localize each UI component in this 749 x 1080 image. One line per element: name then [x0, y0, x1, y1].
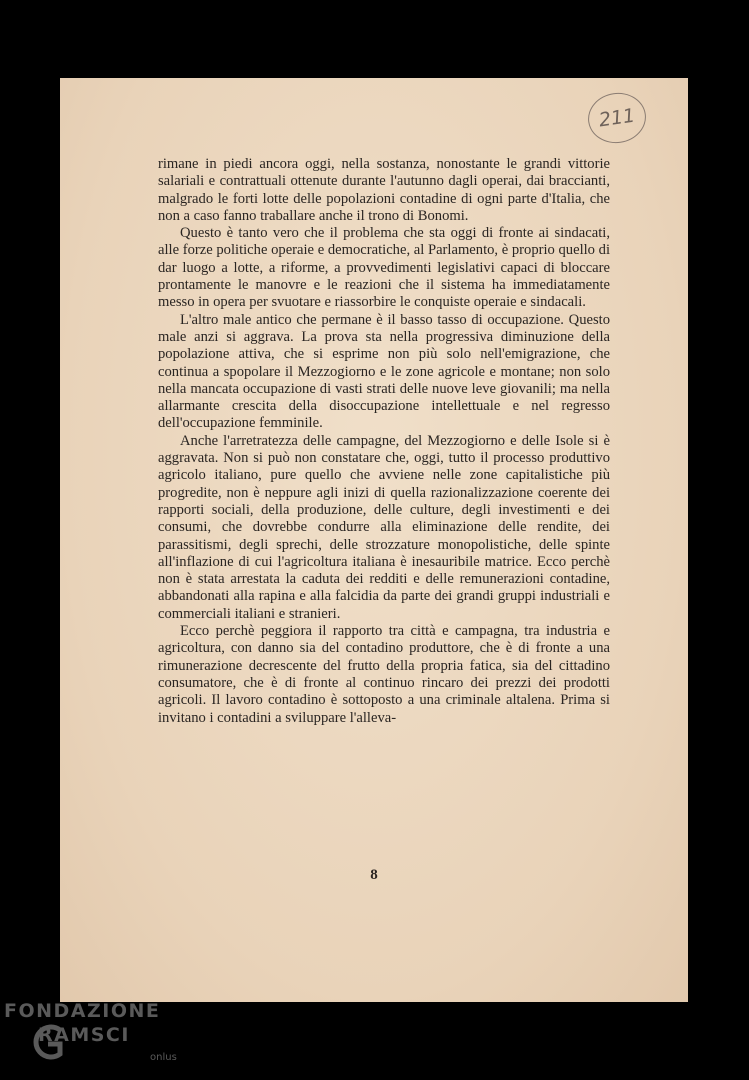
fondazione-gramsci-watermark [4, 1000, 194, 1080]
paragraph: Ecco perchè peggiora il rapporto tra città e campagna, tra industria e agricoltura, con danno sia del contadino produttore, che è di fronte a una rimunerazione decrescente del frutto della propria fatica, sia del cittadino consumatore, che è di fronte al continuo rincaro dei prezzi dei prodotti agricoli. Il lavoro contadino è sottoposto a una criminale altalena. Prima si invitano i contadini a sviluppare l'alleva- [158, 623, 610, 726]
document-page [60, 78, 688, 1002]
body-text [158, 156, 610, 727]
paragraph: Anche l'arretratezza delle campagne, del Mezzogiorno e delle Isole si è aggravata. Non si può non constatare che, oggi, tutto il processo produttivo agricolo italiano, pure quello che avviene nelle zone capitalistiche più progredite, non è neppure agli inizi di quella razionalizzazione coerente dei rapporti sociali, della produzione, delle culture, degli investimenti e dei consumi, che dovrebbe condurre alla eliminazione delle rendite, dei parassitismi, degli sprechi, delle strozzature monopolistiche, delle spinte all'inflazione di cui l'agricoltura italiana è inesauribile matrice. Ecco perchè non è stata arrestata la caduta dei redditi e delle remunerazioni contadine, abbandonati alla rapina e alla falcidia da parte dei grandi gruppi industriali e commerciali italiani e stranieri. [158, 432, 610, 622]
paragraph: rimane in piedi ancora oggi, nella sostanza, nonostante le grandi vittorie salariali e contrattuali ottenute durante l'autunno dagli operai, dai braccianti, malgrado le forti lotte delle popolazioni contadine di ogni parte d'Italia, che non a caso fanno traballare anche il trono di Bonomi. [158, 156, 610, 224]
page-number: 8 [370, 867, 378, 883]
watermark-line-1: FONDAZIONE [4, 1000, 161, 1022]
watermark-line-3: onlus [150, 1052, 177, 1063]
handwritten-page-annotation: 211 [585, 89, 649, 147]
watermark-line-2: RAMSCI [38, 1024, 130, 1046]
paragraph: Questo è tanto vero che il problema che sta oggi di fronte ai sindacati, alle forze politiche operaie e democratiche, al Parlamento, è proprio quello di dar luogo a lotte, a riforme, a provvedimenti legislativi capaci di bloccare prontamente le manovre e le reazioni che il sistema ha immediatamente messo in opera per svuotare e riassorbire le conquiste operaie e sindacali. [158, 225, 610, 311]
paragraph: L'altro male antico che permane è il basso tasso di occupazione. Questo male anzi si aggrava. La prova sta nella progressiva diminuzione della popolazione attiva, che si esprime non più solo nell'emigrazione, che continua a spopolare il Mezzogiorno e le zone agricole e montane; non solo nella mancata occupazione di vasti strati delle nuove leve giovanili; ma nella allarmante crescita della disoccupazione intellettuale e nel regresso dell'occupazione femminile. [158, 311, 610, 432]
